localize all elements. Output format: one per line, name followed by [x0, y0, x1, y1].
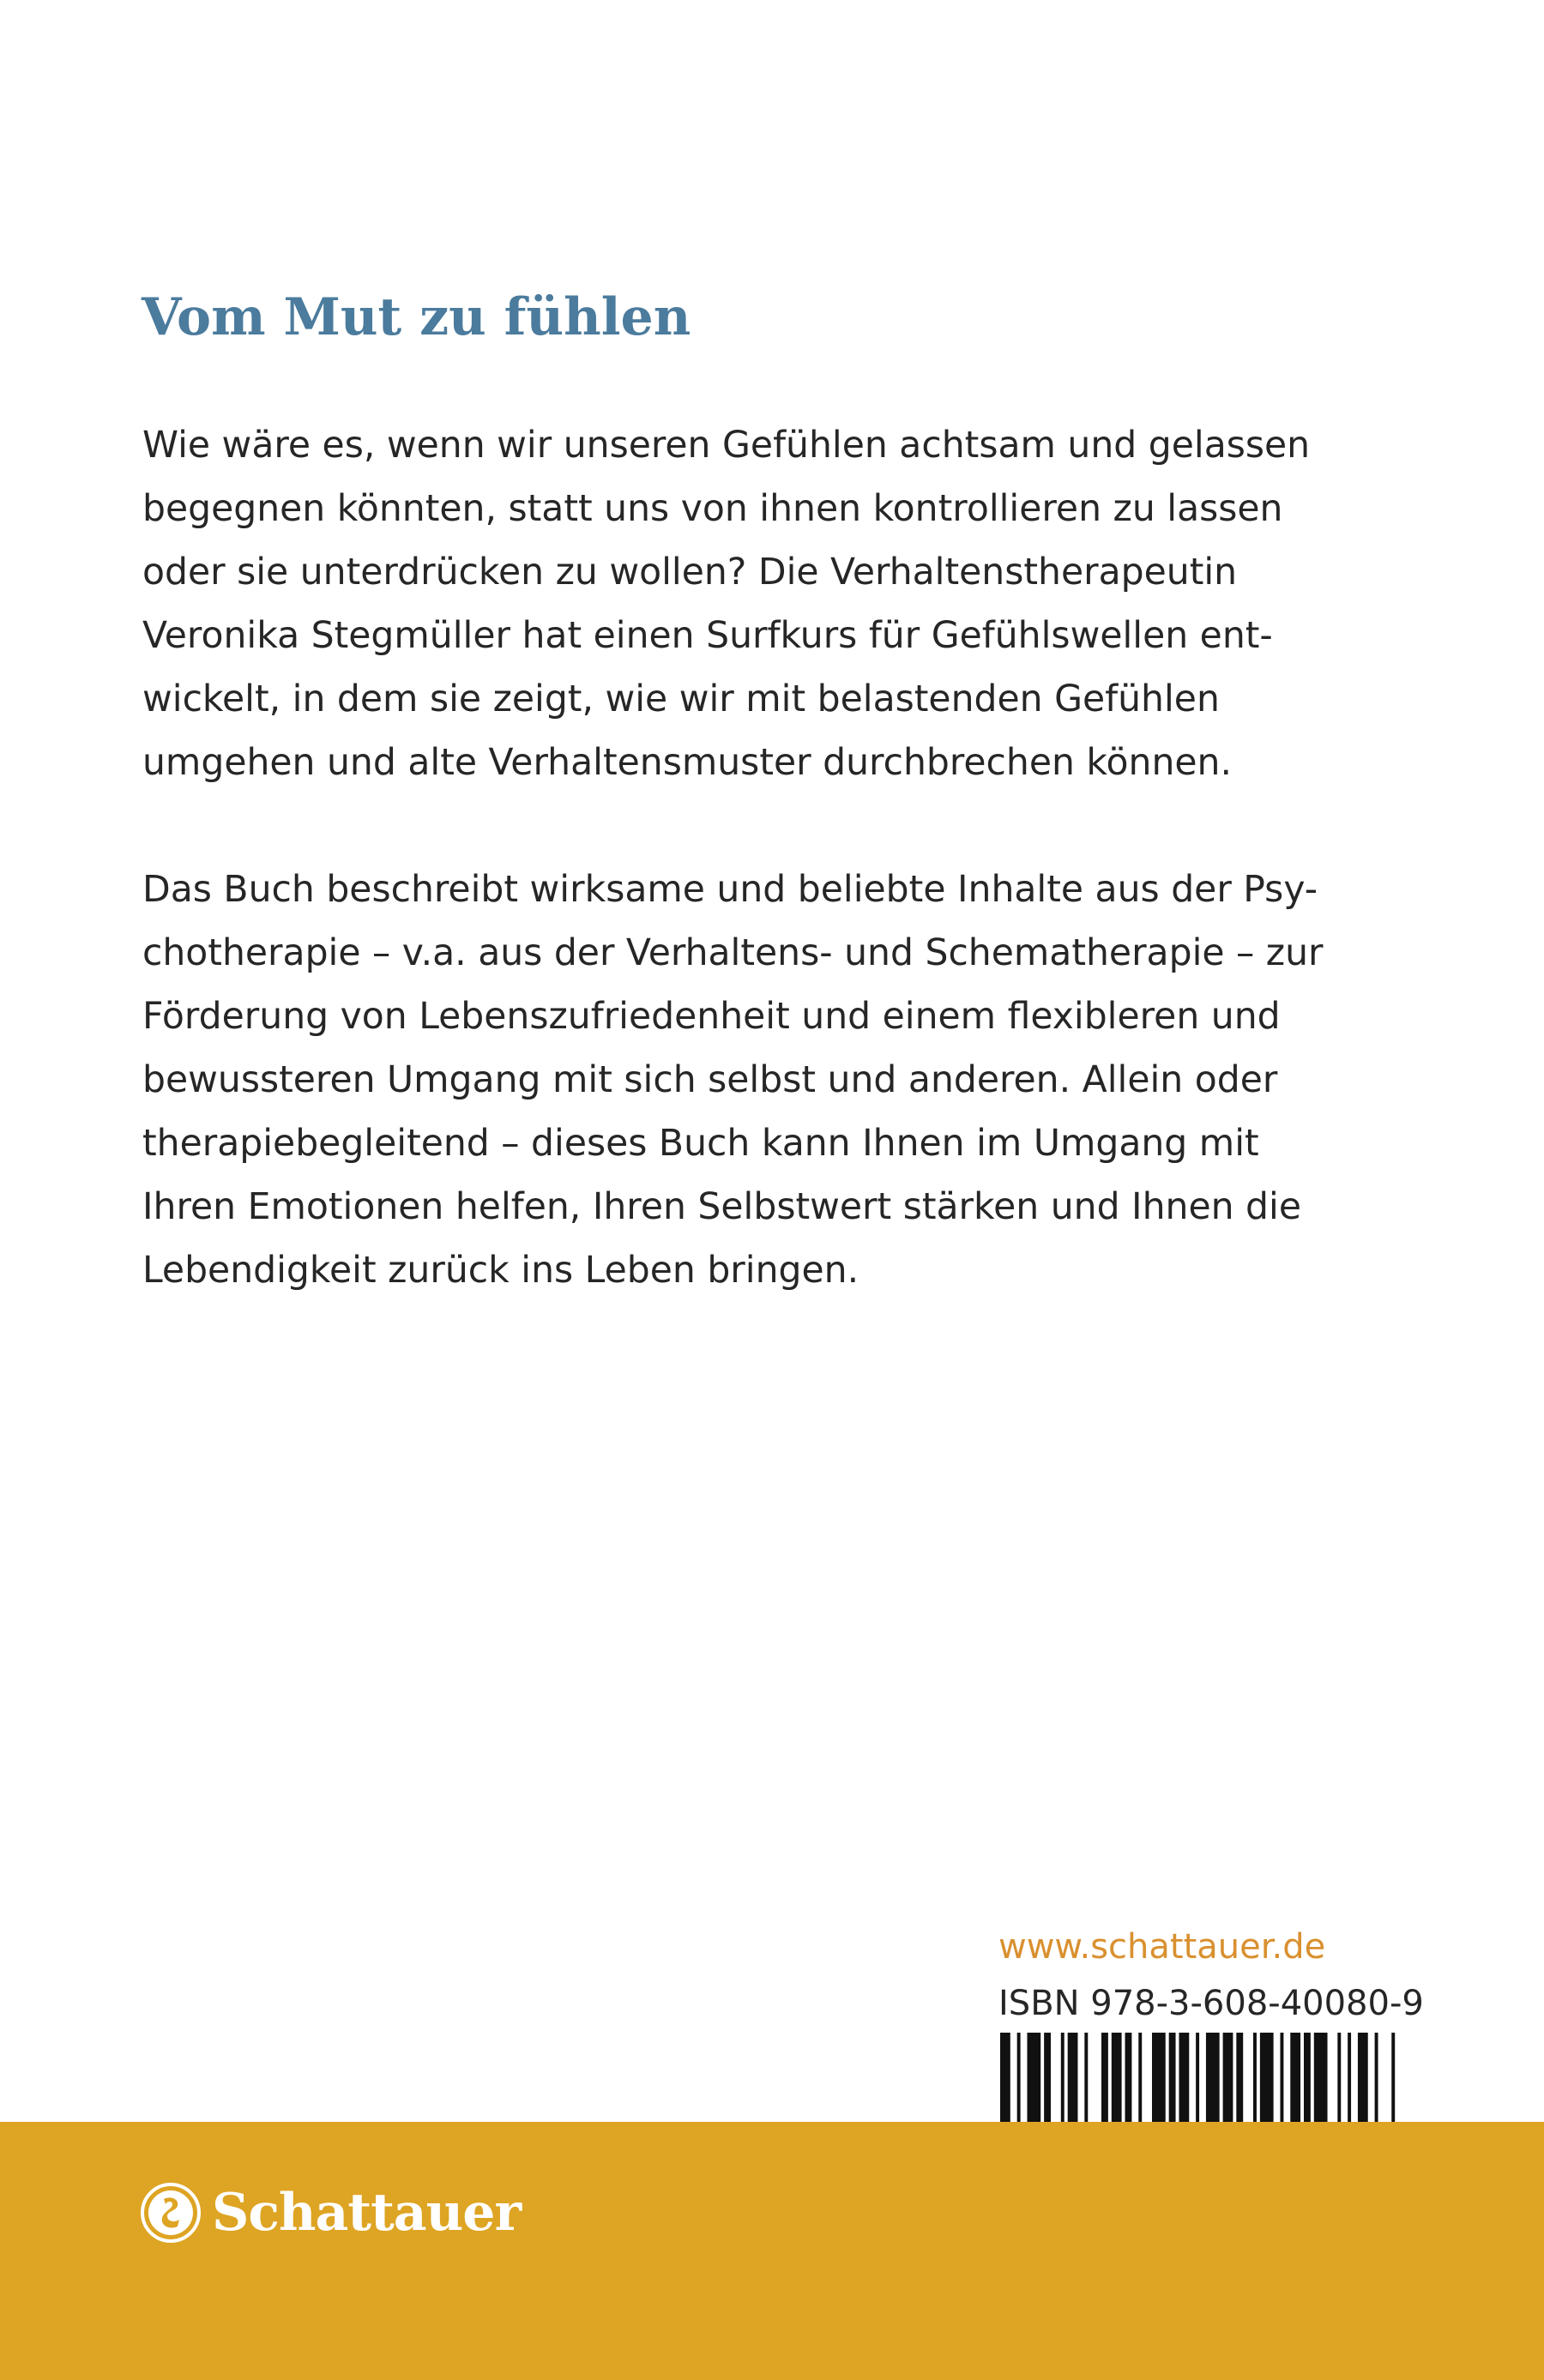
blurb-line: Lebendigkeit zurück ins Leben bringen.	[142, 1250, 859, 1292]
blurb-line: umgehen und alte Verhaltensmuster durchbrechen können.	[142, 742, 1232, 784]
barcode-bar	[1125, 2033, 1132, 2125]
blurb-line: therapiebegleitend – dieses Buch kann Ihnen im Umgang mit	[142, 1123, 1259, 1165]
barcode-bar	[1391, 2033, 1395, 2125]
barcode-bar	[1206, 2033, 1220, 2125]
barcode-bar	[1101, 2033, 1108, 2125]
isbn-barcode	[1000, 2033, 1405, 2125]
barcode-bar	[1112, 2033, 1122, 2125]
blurb-line: Förderung von Lebenszufriedenheit und einem flexibleren und	[142, 996, 1281, 1038]
barcode-bar	[1061, 2033, 1065, 2125]
blurb-line: chotherapie – v.a. aus der Verhaltens- und Schematherapie – zur	[142, 932, 1324, 974]
barcode-bar	[1027, 2033, 1040, 2125]
barcode-bar	[1348, 2033, 1351, 2125]
barcode-bar	[1169, 2033, 1176, 2125]
blurb-line: Veronika Stegmüller hat einen Surfkurs für Gefühlswellen ent-	[142, 615, 1273, 657]
barcode-bar	[1375, 2033, 1378, 2125]
barcode-bar	[1000, 2033, 1010, 2125]
barcode-bar	[1280, 2033, 1283, 2125]
barcode-bar	[1253, 2033, 1257, 2125]
blurb-line: Wie wäre es, wenn wir unseren Gefühlen achtsam und gelassen	[142, 425, 1311, 467]
barcode-bar	[1304, 2033, 1311, 2125]
barcode-bar	[1044, 2033, 1051, 2125]
blurb-paragraph-1	[142, 414, 1412, 795]
blurb-line: bewussteren Umgang mit sich selbst und anderen. Allein oder	[142, 1059, 1278, 1101]
barcode-bar	[1337, 2033, 1341, 2125]
publisher-footer-band	[0, 2122, 1544, 2380]
blurb-line: begegnen könnten, statt uns von ihnen kontrollieren zu lassen	[142, 488, 1283, 530]
book-title: Vom Mut zu fühlen	[142, 287, 691, 347]
blurb-paragraph-2	[142, 859, 1412, 1303]
barcode-bar	[1179, 2033, 1189, 2125]
barcode-bar	[1017, 2033, 1021, 2125]
barcode-bar	[1223, 2033, 1233, 2125]
barcode-bar	[1152, 2033, 1166, 2125]
blurb-line: Ihren Emotionen helfen, Ihren Selbstwert stärken und Ihnen die	[142, 1186, 1301, 1228]
blurb-line: wickelt, in dem sie zeigt, wie wir mit belastenden Gefühlen	[142, 678, 1220, 720]
publisher-emblem-icon	[140, 2182, 202, 2244]
barcode-bar	[1358, 2033, 1368, 2125]
barcode-bar	[1084, 2033, 1088, 2125]
barcode-bar	[1138, 2033, 1142, 2125]
isbn-number: ISBN 978-3-608-40080-9	[998, 1984, 1424, 2023]
blurb-line: oder sie unterdrücken zu wollen? Die Verhaltenstherapeutin	[142, 551, 1238, 593]
publisher-website[interactable]: www.schattauer.de	[998, 1927, 1326, 1967]
barcode-bar	[1068, 2033, 1078, 2125]
barcode-bar	[1260, 2033, 1274, 2125]
publisher-logo	[140, 2178, 521, 2247]
blurb-line: Das Buch beschreibt wirksame und beliebte Inhalte aus der Psy-	[142, 869, 1318, 911]
barcode-bar	[1314, 2033, 1328, 2125]
barcode-bar	[1196, 2033, 1199, 2125]
barcode-bar	[1236, 2033, 1243, 2125]
publisher-name: Schattauer	[212, 2183, 522, 2243]
barcode-bar	[1290, 2033, 1300, 2125]
